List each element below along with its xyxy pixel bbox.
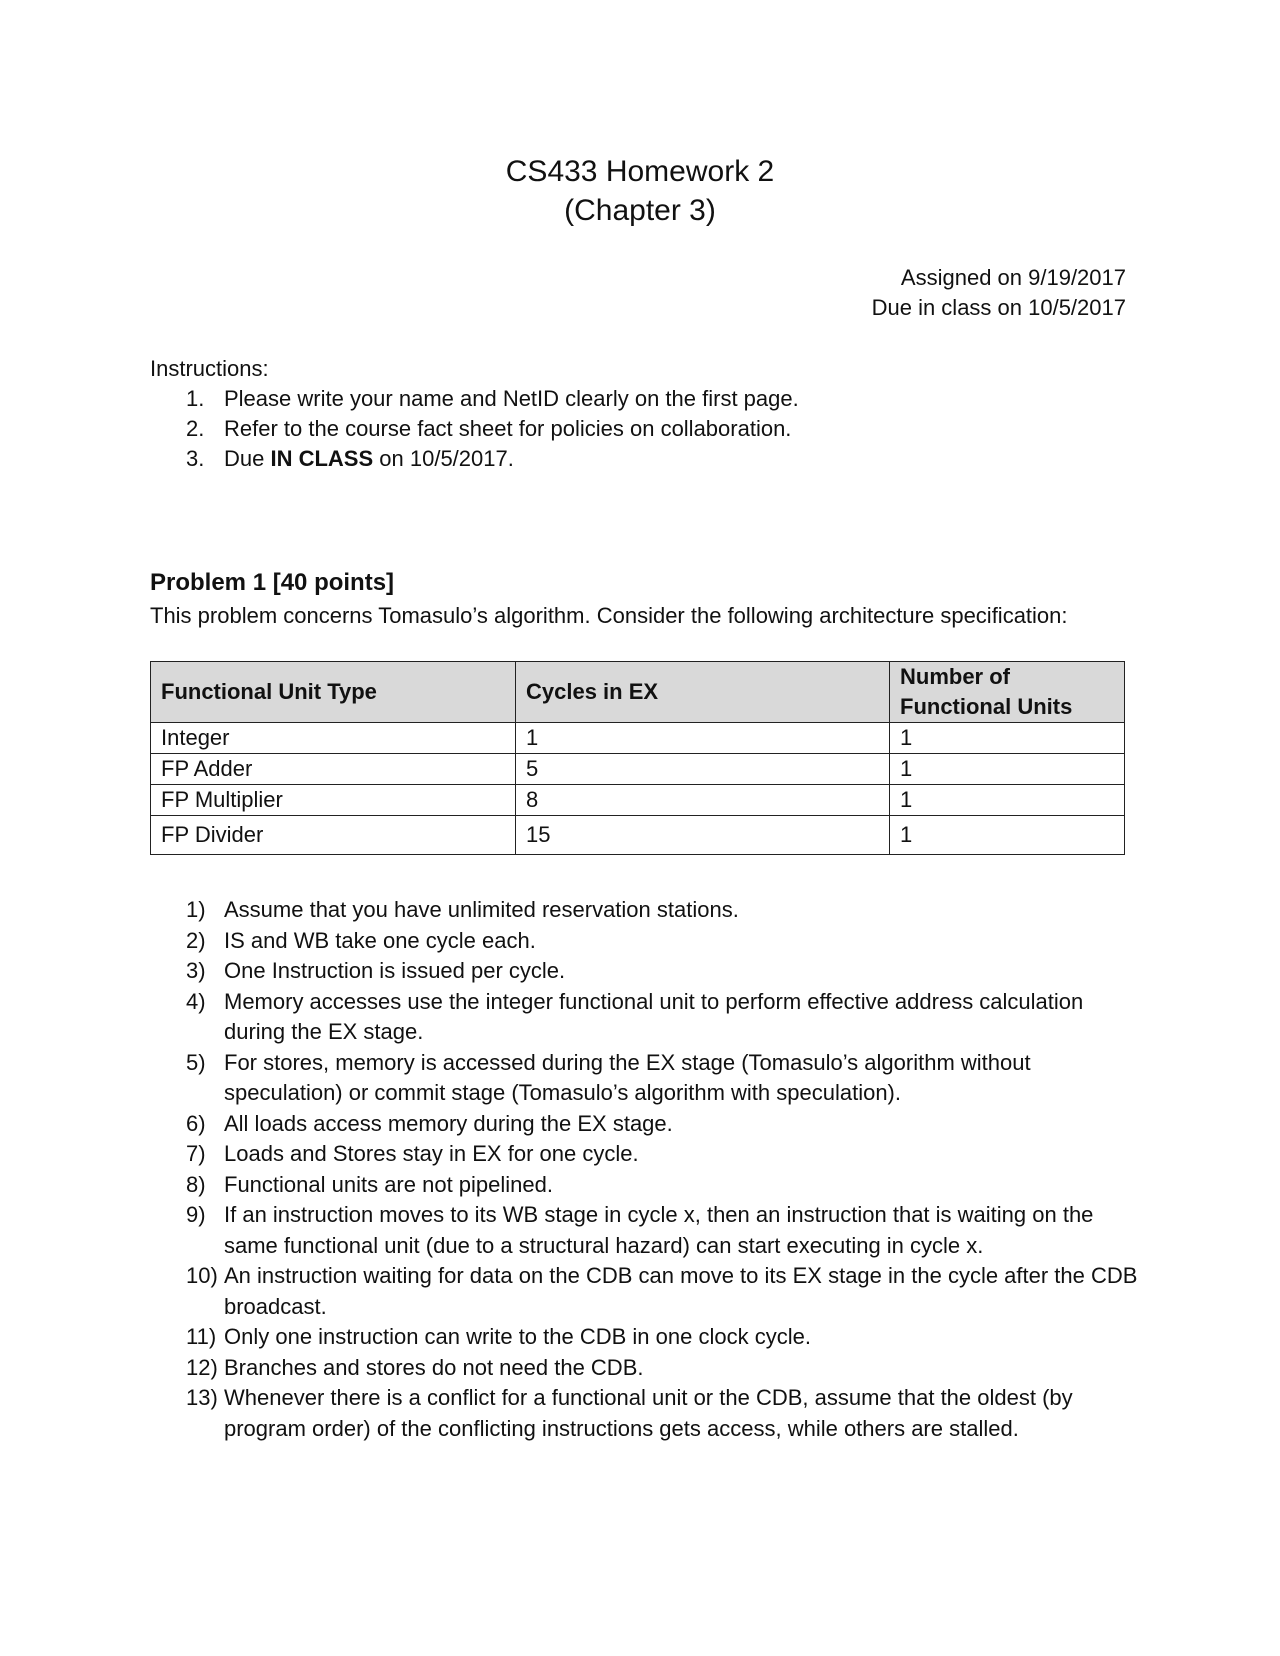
assumption-text: Memory accesses use the integer functional unit to perform effective address calculation during the EX stage.: [224, 988, 1084, 1044]
instruction-number: 2.: [186, 416, 205, 441]
assumption-text: Functional units are not pipelined.: [224, 1171, 553, 1197]
assumption-item: [150, 1383, 1140, 1444]
table-cell: 5: [516, 754, 890, 785]
assumption-item: [150, 956, 1140, 987]
problem-intro: This problem concerns Tomasulo’s algorithm. Consider the following architecture specification:: [150, 603, 1068, 628]
assumption-text: For stores, memory is accessed during the EX stage (Tomasulo’s algorithm without speculation) or commit stage (Tomasulo’s algorithm with speculation).: [224, 1049, 1031, 1105]
assumption-text: Loads and Stores stay in EX for one cycle.: [224, 1141, 639, 1166]
assumption-number: 1): [186, 897, 206, 922]
table-cell: 1: [516, 723, 890, 754]
instruction-item: [150, 414, 1130, 444]
assumption-text: Only one instruction can write to the CDB in one clock cycle.: [224, 1324, 811, 1349]
instruction-number: 3.: [186, 446, 205, 471]
table-cell: 1: [890, 754, 1125, 785]
assumption-item: [150, 1261, 1140, 1322]
assumption-number: 7): [186, 1141, 206, 1166]
assumption-text: One Instruction is issued per cycle.: [224, 958, 566, 983]
document-subtitle: (Chapter 3): [564, 194, 716, 227]
table-row: [151, 816, 1125, 855]
instructions-list: [150, 384, 1130, 474]
assumption-item: [150, 1139, 1140, 1170]
table-header-cell: Number of Functional Units: [890, 662, 1125, 723]
instruction-text-bold: IN CLASS: [270, 446, 374, 471]
assumption-item: [150, 1200, 1140, 1261]
instruction-text-pre: Due: [224, 446, 271, 471]
assumption-item: [150, 1353, 1140, 1384]
table-cell: 8: [516, 785, 890, 816]
spec-table: [150, 661, 1125, 855]
table-cell: FP Adder: [151, 754, 516, 785]
assumption-text: Assume that you have unlimited reservation stations.: [224, 897, 739, 922]
assumption-item: [150, 987, 1140, 1048]
assumption-number: 5): [186, 1049, 206, 1075]
assumption-text: All loads access memory during the EX stage.: [224, 1110, 673, 1136]
assumption-number: 4): [186, 988, 206, 1014]
table-cell: 1: [890, 816, 1125, 855]
instructions-heading: Instructions:: [150, 356, 269, 381]
assumption-number: 13): [186, 1385, 218, 1410]
assumption-text: If an instruction moves to its WB stage in cycle x, then an instruction that is waiting on the same functional unit (due to a structural hazard) can start executing in cycle x.: [224, 1202, 1094, 1258]
table-cell: Integer: [151, 723, 516, 754]
assumption-item: [150, 1170, 1140, 1201]
assumption-number: 9): [186, 1202, 206, 1227]
assumption-item: [150, 895, 1140, 926]
assumption-item: [150, 1322, 1140, 1353]
instruction-item: [150, 444, 1130, 474]
instruction-text: [224, 444, 514, 474]
table-header-row: [151, 662, 1125, 723]
assumptions-list: [150, 895, 1140, 1444]
assumption-item: [150, 1048, 1140, 1109]
table-cell: FP Multiplier: [151, 785, 516, 816]
document-title: CS433 Homework 2: [505, 155, 775, 188]
assumption-number: 10): [186, 1263, 218, 1288]
assumption-number: 11): [186, 1324, 217, 1349]
assumption-item: [150, 1109, 1140, 1140]
table-cell: 15: [516, 816, 890, 855]
assumption-number: 2): [186, 927, 206, 953]
problem-title: Problem 1 [40 points]: [150, 569, 395, 596]
instruction-text-post: on 10/5/2017.: [373, 446, 514, 471]
table-cell: FP Divider: [151, 816, 516, 855]
assigned-date: Assigned on 9/19/2017: [900, 265, 1126, 290]
assumption-number: 8): [186, 1171, 206, 1197]
table-header-cell: Cycles in EX: [516, 662, 890, 723]
assumption-number: 6): [186, 1110, 206, 1136]
assumption-text: An instruction waiting for data on the CDB can move to its EX stage in the cycle after the CDB broadcast.: [224, 1263, 1138, 1319]
assumption-text: IS and WB take one cycle each.: [224, 927, 536, 953]
assumption-number: 12): [186, 1354, 218, 1380]
instruction-text: Refer to the course fact sheet for policies on collaboration.: [224, 416, 792, 441]
due-date: Due in class on 10/5/2017: [871, 295, 1126, 320]
instruction-text: Please write your name and NetID clearly on the first page.: [224, 386, 799, 411]
assumption-text: Whenever there is a conflict for a functional unit or the CDB, assume that the oldest (by program order) of the conflicting instructions gets access, while others are stalled.: [224, 1385, 1073, 1441]
table-cell: 1: [890, 723, 1125, 754]
table-header-cell: Functional Unit Type: [151, 662, 516, 723]
instruction-number: 1.: [186, 386, 205, 411]
table-row: [151, 723, 1125, 754]
instruction-item: [150, 384, 1130, 414]
assumption-text: Branches and stores do not need the CDB.: [224, 1354, 644, 1380]
assumption-number: 3): [186, 958, 206, 983]
assumption-item: [150, 926, 1140, 957]
table-row: [151, 785, 1125, 816]
table-cell: 1: [890, 785, 1125, 816]
table-row: [151, 754, 1125, 785]
